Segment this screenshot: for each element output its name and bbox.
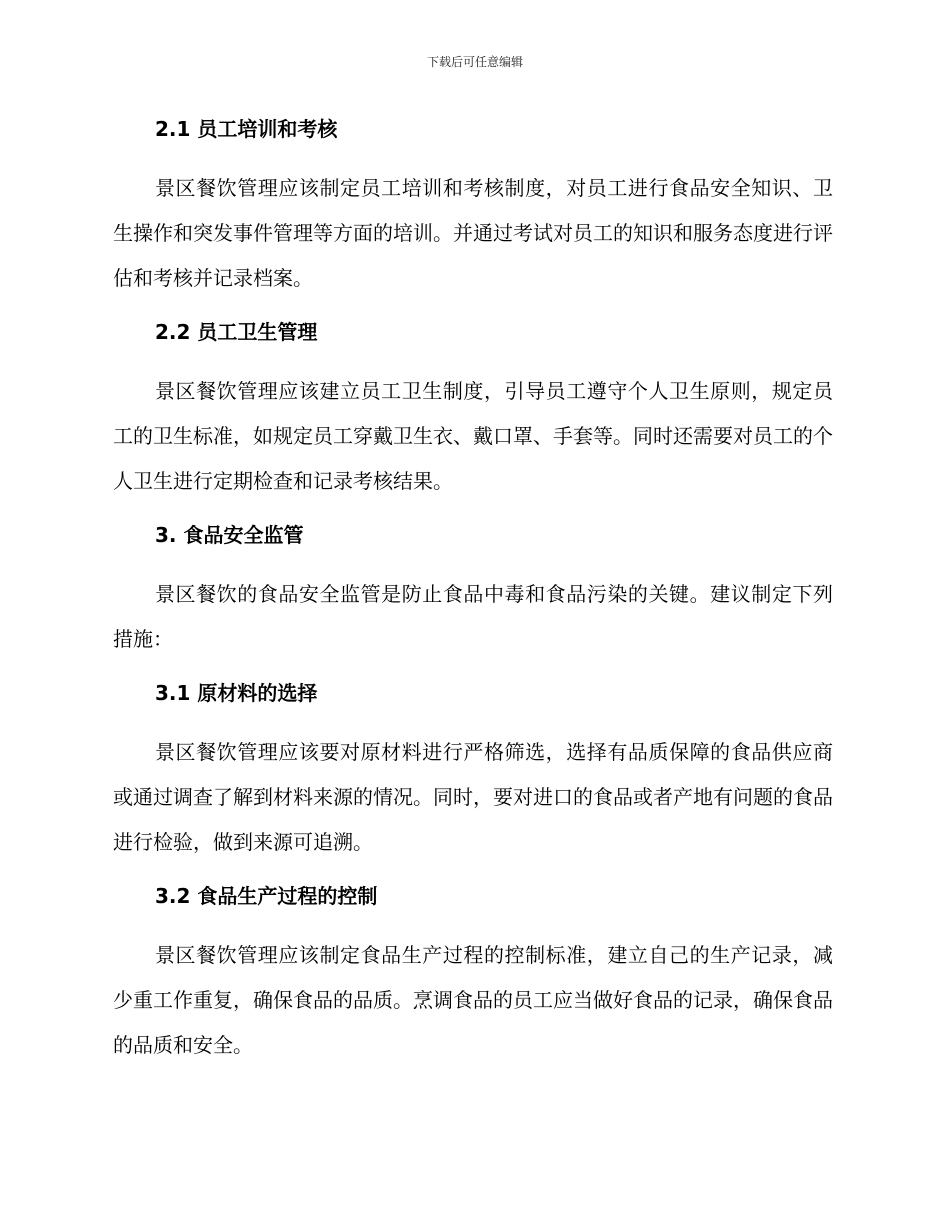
section-paragraph-3-2: 景区餐饮管理应该制定食品生产过程的控制标准，建立自己的生产记录，减少重工作重复，确保食品的品质。烹调食品的员工应当做好食品的记录，确保食品的品质和安全。 — [113, 943, 833, 1057]
section-heading-3-2: 3.2 食品生产过程的控制 — [155, 884, 378, 908]
section-heading-3: 3. 食品安全监管 — [155, 523, 304, 547]
document-body — [113, 112, 833, 1068]
page-header: 下载后可任意编辑 — [426, 55, 523, 69]
section-paragraph-2-1: 景区餐饮管理应该制定员工培训和考核制度，对员工进行食品安全知识、卫生操作和突发事件管理等方面的培训。并通过考试对员工的知识和服务态度进行评估和考核并记录档案。 — [113, 176, 833, 290]
section-paragraph-2-2: 景区餐饮管理应该建立员工卫生制度，引导员工遵守个人卫生原则，规定员工的卫生标准，如规定员工穿戴卫生衣、戴口罩、手套等。同时还需要对员工的个人卫生进行定期检查和记录考核结果。 — [113, 379, 833, 493]
section-paragraph-3: 景区餐饮的食品安全监管是防止食品中毒和食品污染的关键。建议制定下列措施： — [113, 582, 833, 651]
section-heading-2-2: 2.2 员工卫生管理 — [155, 320, 318, 344]
section-paragraph-3-1: 景区餐饮管理应该要对原材料进行严格筛选，选择有品质保障的食品供应商或通过调查了解到材料来源的情况。同时，要对进口的食品或者产地有问题的食品进行检验，做到来源可追溯。 — [113, 740, 833, 854]
section-heading-3-1: 3.1 原材料的选择 — [155, 681, 318, 705]
section-heading-2-1: 2.1 员工培训和考核 — [155, 117, 338, 141]
